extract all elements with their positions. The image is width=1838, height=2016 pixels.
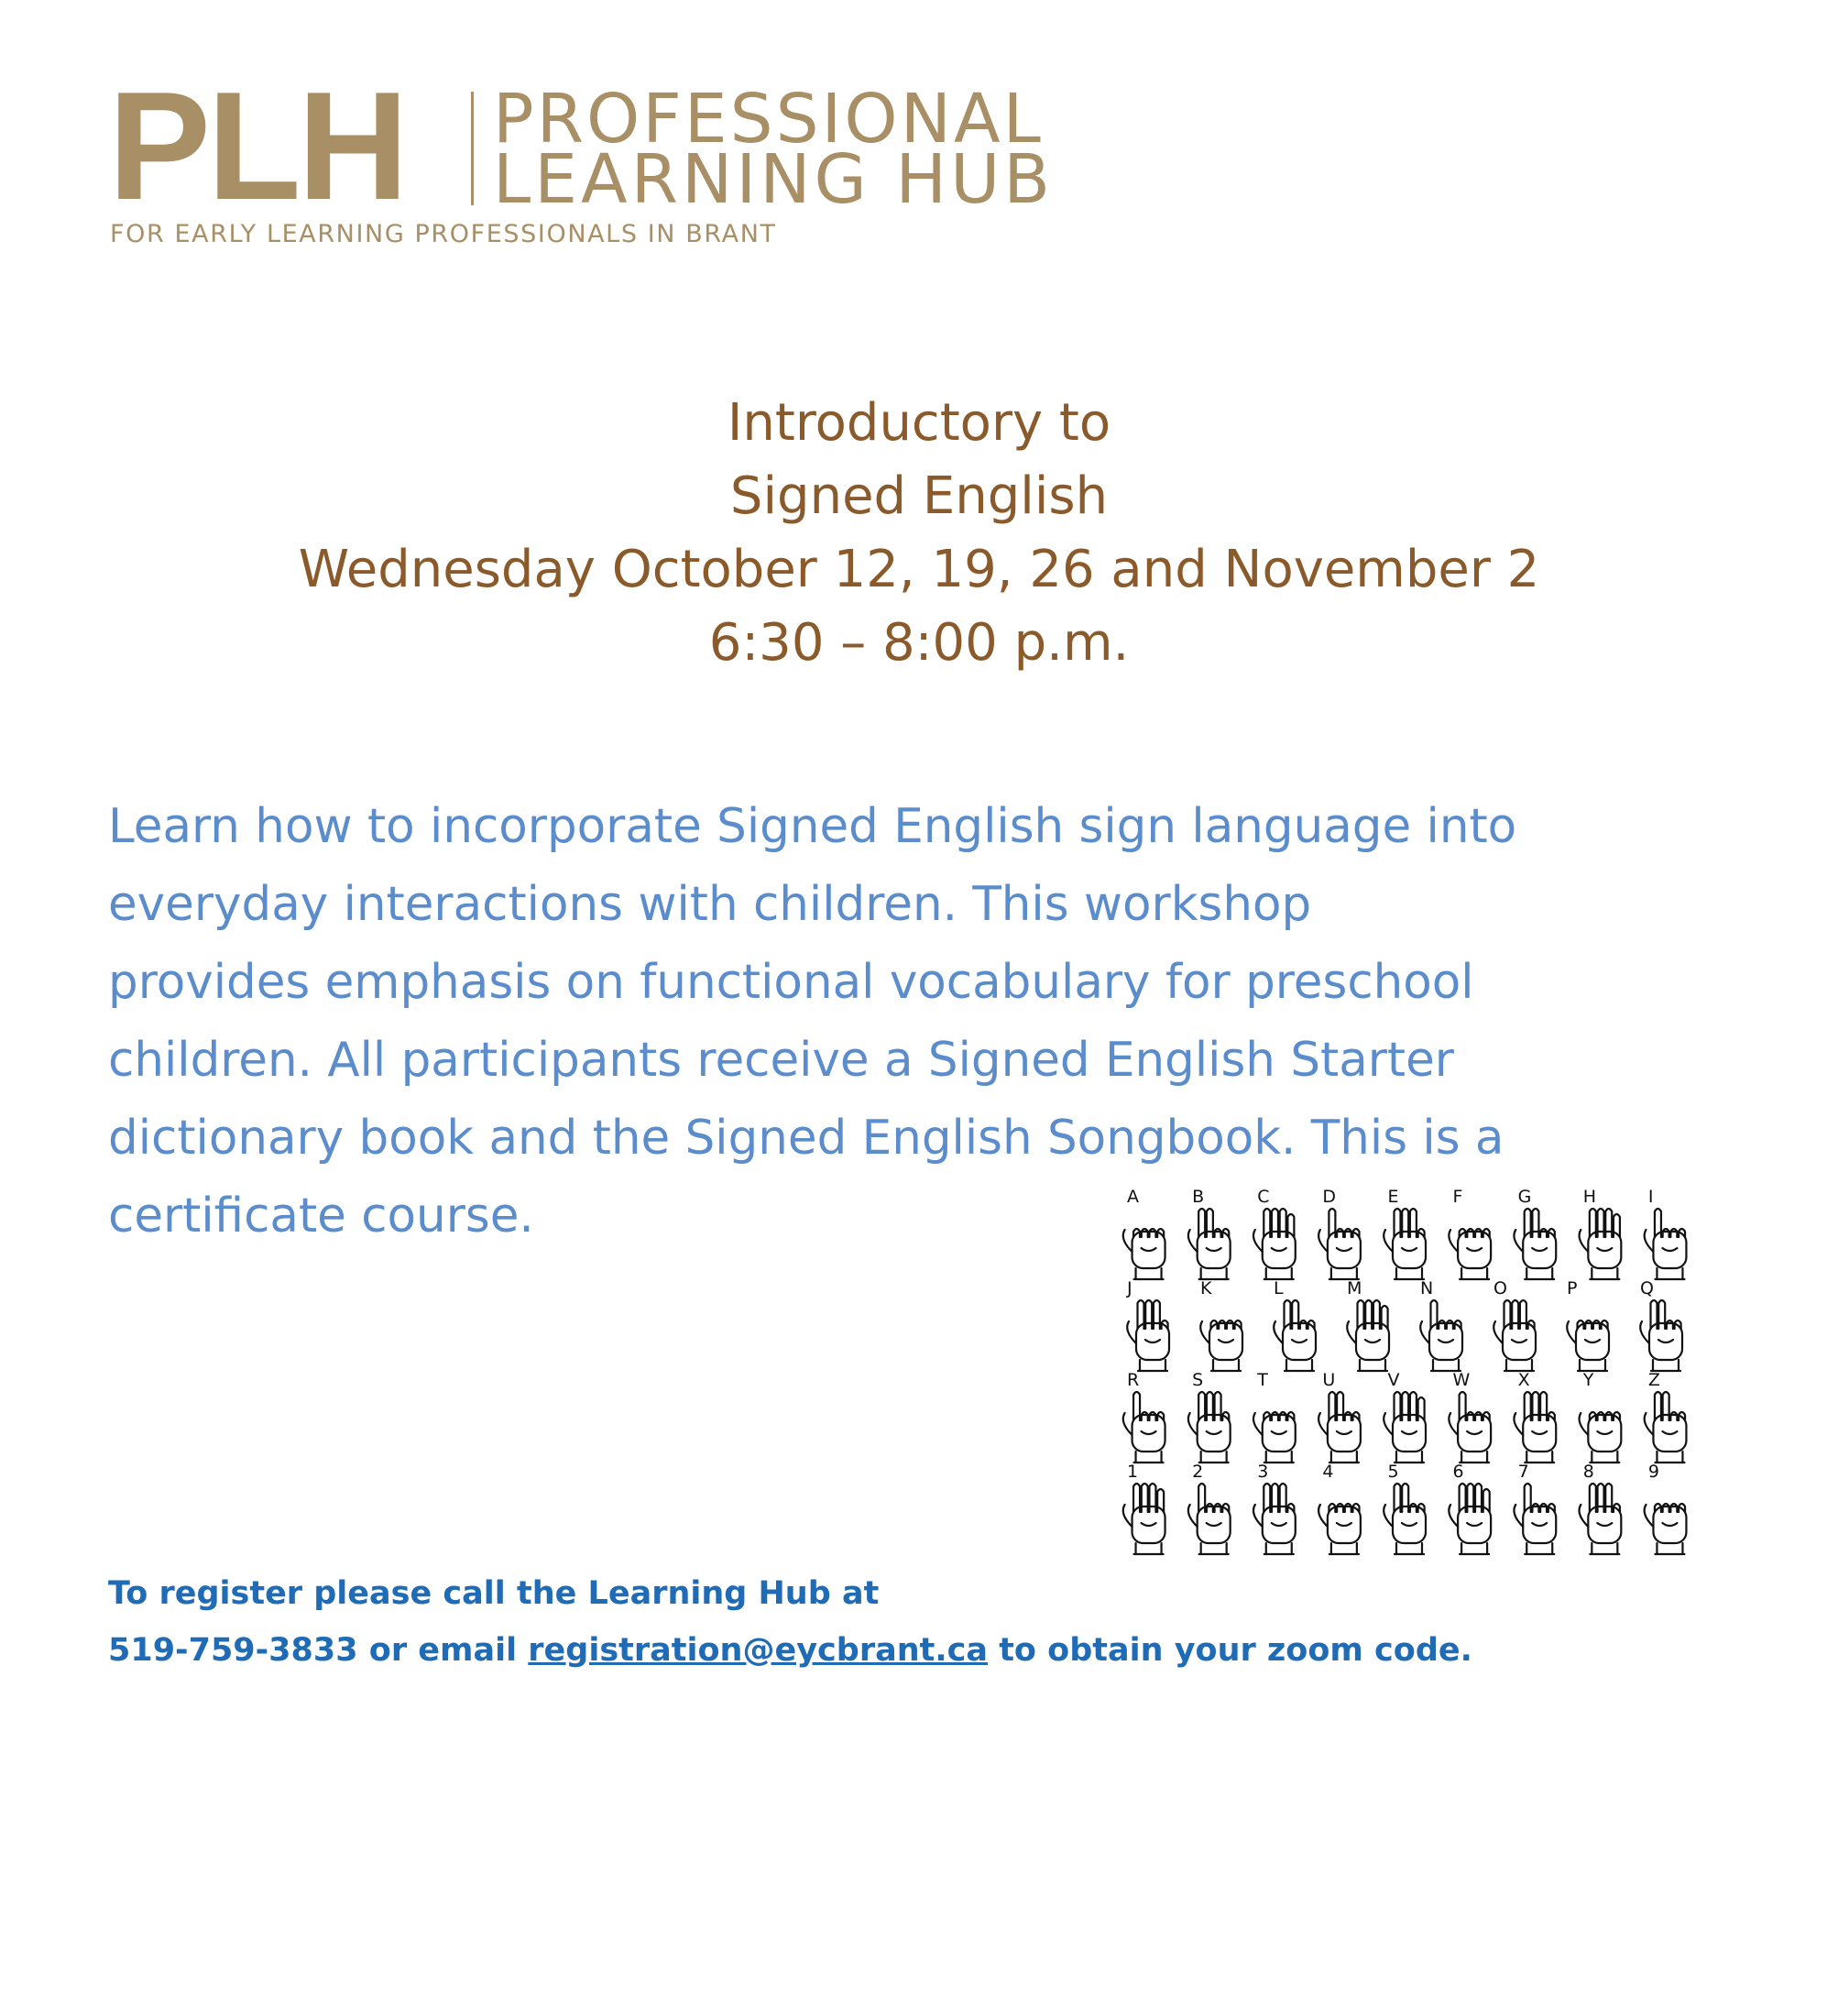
hand-sign-5 (1384, 1462, 1426, 1554)
sign-letter-label: H (1582, 1187, 1597, 1207)
hand-sign-S (1188, 1370, 1231, 1463)
hand-sign-D (1318, 1187, 1361, 1279)
sign-letter-label: U (1322, 1370, 1336, 1390)
event-heading (0, 387, 1838, 680)
sign-letter-label: 5 (1387, 1462, 1399, 1482)
sign-letter-label: C (1257, 1187, 1270, 1207)
sign-letter-label: N (1420, 1278, 1434, 1298)
sign-letter-label: W (1452, 1370, 1471, 1390)
description-line: children. All participants receive a Signed English Starter (108, 1033, 1454, 1088)
sign-letter-label: K (1200, 1278, 1212, 1298)
sign-letter-label: L (1274, 1278, 1284, 1298)
sign-letter-label: J (1127, 1278, 1132, 1298)
description-line: dictionary book and the Signed English Songbook. This is a (108, 1111, 1504, 1166)
hand-sign-1 (1123, 1462, 1165, 1554)
sign-letter-label: 3 (1257, 1462, 1269, 1482)
hand-sign-H (1580, 1187, 1622, 1279)
description-line: provides emphasis on functional vocabulary for preschool (108, 955, 1474, 1010)
register-line1: To register please call the Learning Hub at (108, 1575, 880, 1612)
hand-sign-8 (1580, 1462, 1622, 1554)
register-connector: or email (357, 1632, 529, 1669)
sign-letter-label: 9 (1647, 1462, 1659, 1482)
sign-letter-label: I (1647, 1187, 1654, 1207)
event-title-line1: Introductory to (727, 393, 1111, 453)
sign-letter-label: 6 (1452, 1462, 1464, 1482)
hand-sign-U (1318, 1370, 1361, 1463)
registration-info (108, 1565, 1472, 1679)
hand-sign-9 (1645, 1462, 1687, 1554)
sign-letter-label: Z (1647, 1370, 1660, 1390)
sign-letter-label: 1 (1127, 1462, 1139, 1482)
sign-letter-label: Q (1640, 1278, 1654, 1298)
hand-sign-T (1253, 1370, 1296, 1463)
hand-sign-G (1514, 1187, 1556, 1279)
event-time: 6:30 – 8:00 p.m. (708, 613, 1130, 673)
hand-sign-J (1126, 1278, 1169, 1371)
sign-letter-label: G (1517, 1187, 1532, 1207)
hand-sign-2 (1188, 1462, 1231, 1554)
email-link[interactable]: registration@eycbrant.ca (528, 1632, 989, 1669)
sign-letter-label: M (1347, 1278, 1362, 1298)
sign-letter-label: 2 (1192, 1462, 1204, 1482)
sign-letter-label: 4 (1322, 1462, 1334, 1482)
hand-signs-illustration (1098, 1182, 1712, 1582)
plh-logo (108, 60, 1318, 249)
sign-letter-label: X (1517, 1370, 1530, 1390)
hand-sign-I (1645, 1187, 1687, 1279)
hand-sign-4 (1318, 1462, 1361, 1554)
event-dates: Wednesday October 12, 19, 26 and November 2 (298, 540, 1540, 599)
sign-letter-label: F (1452, 1187, 1463, 1207)
sign-letter-label: V (1387, 1370, 1400, 1390)
hand-sign-7 (1514, 1462, 1556, 1554)
logo-tagline: FOR EARLY LEARNING PROFESSIONALS IN BRANT (110, 220, 777, 248)
sign-language-alphabet-chart (1098, 1182, 1712, 1582)
register-suffix: to obtain your zoom code. (988, 1632, 1472, 1669)
hand-sign-C (1253, 1187, 1296, 1279)
hand-sign-Y (1580, 1370, 1622, 1463)
hand-sign-3 (1253, 1462, 1296, 1554)
hand-sign-R (1123, 1370, 1165, 1463)
hand-sign-V (1384, 1370, 1426, 1463)
hand-sign-6 (1449, 1462, 1491, 1554)
hand-sign-K (1200, 1278, 1242, 1371)
hand-sign-Z (1645, 1370, 1687, 1463)
sign-letter-label: R (1127, 1370, 1140, 1390)
sign-letter-label: 7 (1517, 1462, 1529, 1482)
hand-sign-W (1449, 1370, 1491, 1463)
description-line: certificate course. (108, 1189, 534, 1244)
hand-sign-B (1188, 1187, 1231, 1279)
sign-letter-label: P (1567, 1278, 1578, 1298)
hand-sign-N (1420, 1278, 1462, 1371)
hand-sign-P (1567, 1278, 1609, 1371)
phone-number: 519-759-3833 (108, 1632, 358, 1669)
description-line: everyday interactions with children. This workshop (108, 877, 1312, 932)
hand-sign-F (1449, 1187, 1491, 1279)
sign-letter-label: E (1387, 1187, 1399, 1207)
hand-sign-E (1384, 1187, 1426, 1279)
sign-letter-label: 8 (1582, 1462, 1594, 1482)
sign-letter-label: B (1192, 1187, 1205, 1207)
event-title-line2: Signed English (729, 466, 1109, 526)
sign-letter-label: S (1192, 1370, 1204, 1390)
sign-letter-label: D (1322, 1187, 1336, 1207)
logo-abbreviation: PLH (108, 60, 405, 232)
sign-letter-label: Y (1582, 1370, 1594, 1390)
logo-name-line1: PROFESSIONAL (493, 80, 1044, 159)
sign-letter-label: T (1257, 1370, 1268, 1390)
logo-divider (471, 92, 474, 205)
sign-letter-label: A (1127, 1187, 1139, 1207)
sign-letter-label: O (1493, 1278, 1507, 1298)
description-line: Learn how to incorporate Signed English sign language into (108, 799, 1517, 854)
hand-sign-O (1493, 1278, 1536, 1371)
hand-sign-Q (1640, 1278, 1682, 1371)
hand-sign-L (1274, 1278, 1316, 1371)
hand-sign-A (1123, 1187, 1165, 1279)
logo-name-line2: LEARNING HUB (493, 140, 1054, 219)
hand-sign-M (1347, 1278, 1389, 1371)
register-line2 (108, 1622, 1472, 1679)
hand-sign-X (1514, 1370, 1556, 1463)
